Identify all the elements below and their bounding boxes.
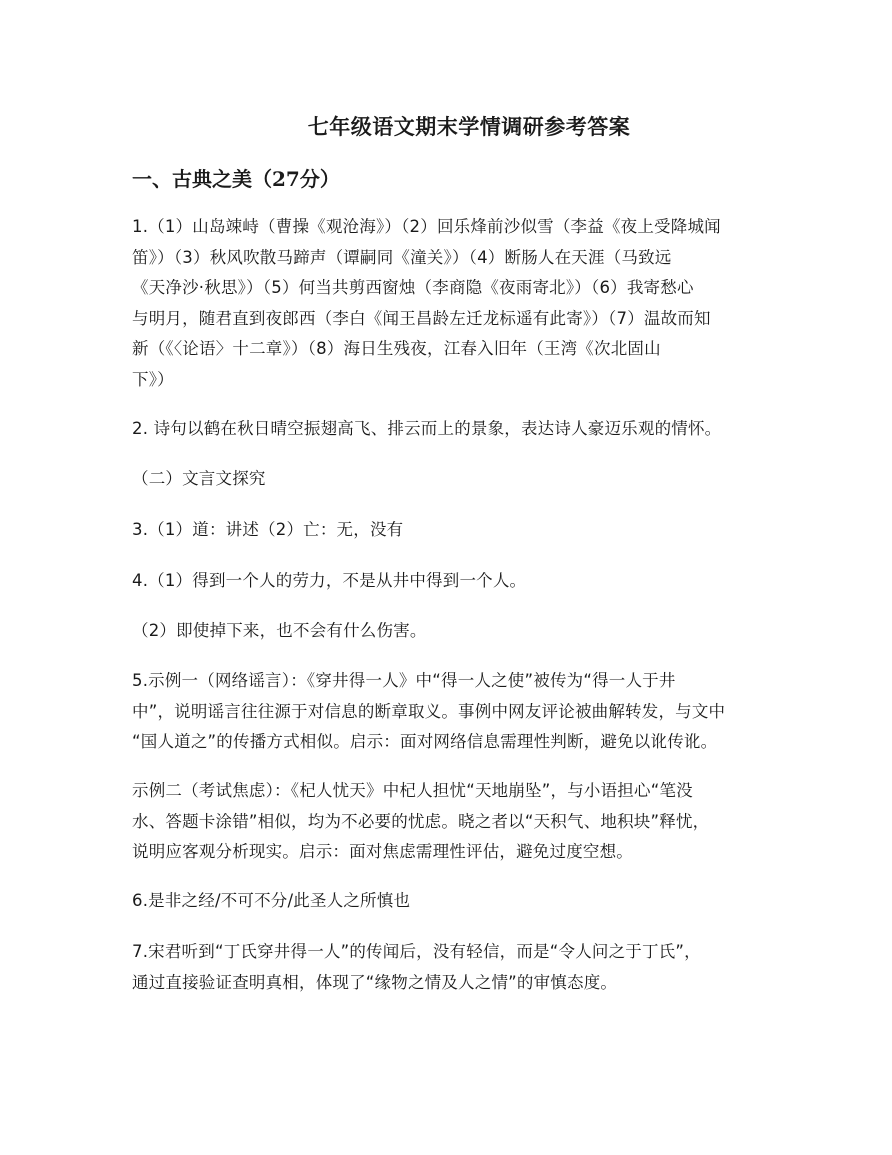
subsection-two-text: （二）文言文探究: [132, 469, 266, 488]
question-3-answer: [132, 515, 772, 546]
question-6-text: 6.是非之经/不可不分/此圣人之所慎也: [132, 891, 411, 910]
question-1-line: 下》）: [132, 369, 174, 389]
question-1-line: 1.（1）山岛竦峙（曹操《观沧海》）（2）回乐烽前沙似雪（李益《夜上受降城闻: [132, 217, 721, 236]
section-one-heading: 一、古典之美（27分）: [132, 167, 340, 191]
question-1-line: 笛》）（3）秋风吹散马蹄声（谭嗣同《潼关》）（4）断肠人在天涯（马致远: [132, 247, 672, 267]
question-5-example-2-line: 示例二（考试焦虑）：《杞人忧天》中杞人担忧“天地崩坠”，与小语担心“笔没: [132, 781, 693, 800]
question-4-part-2-text: （2）即使掉下来，也不会有什么伤害。: [132, 621, 427, 640]
question-5-example-1: [132, 666, 772, 758]
question-7-line: 7.宋君听到“丁氏穿井得一人”的传闻后，没有轻信，而是“令人问之于丁氏”，: [132, 942, 701, 961]
question-5-example-1-line: “国人道之”的传播方式相似。启示：面对网络信息需理性判断，避免以讹传讹。: [132, 732, 718, 751]
question-4-part-1-text: 4.（1）得到一个人的劳力，不是从井中得到一个人。: [132, 571, 527, 590]
question-5-example-2: [132, 776, 772, 868]
question-5-example-2-line: 说明应客观分析现实。启示：面对焦虑需理性评估，避免过度空想。: [132, 842, 633, 861]
question-2-text: 2. 诗句以鹤在秋日晴空振翅高飞、排云而上的景象，表达诗人豪迈乐观的情怀。: [132, 419, 722, 438]
question-1-answer: [132, 212, 772, 395]
subsection-classical-chinese-heading: [132, 464, 772, 495]
question-1-line: 与明月，随君直到夜郎西（李白《闻王昌龄左迁龙标遥有此寄》）（7）温故而知: [132, 308, 711, 328]
question-7-line: 通过直接验证查明真相，体现了“缘物之情及人之情”的审慎态度。: [132, 972, 618, 992]
question-7-answer: [132, 937, 772, 998]
question-4-part-1-answer: [132, 566, 772, 597]
question-1-line: 《天净沙·秋思》）（5）何当共剪西窗烛（李商隐《夜雨寄北》）（6）我寄愁心: [132, 278, 694, 297]
question-3-text: 3.（1）道：讲述（2）亡：无，没有: [132, 520, 404, 539]
question-5-example-1-line: 中”，说明谣言往往源于对信息的断章取义。事例中网友评论被曲解转发，与文中: [132, 701, 726, 721]
question-4-part-2-answer: [132, 616, 772, 647]
question-6-answer: [132, 886, 772, 917]
question-1-line: 新（《〈论语〉十二章》）（8）海日生残夜，江春入旧年（王湾《次北固山: [132, 339, 661, 358]
question-2-answer: [132, 414, 772, 445]
document-title: 七年级语文期末学情调研参考答案: [307, 115, 631, 139]
question-5-example-1-line: 5.示例一（网络谣言）：《穿井得一人》中“得一人之使”被传为“得一人于井: [132, 671, 676, 690]
question-5-example-2-line: 水、答题卡涂错”相似，均为不必要的忧虑。晓之者以“天积气、地积块”释忧，: [132, 811, 710, 831]
